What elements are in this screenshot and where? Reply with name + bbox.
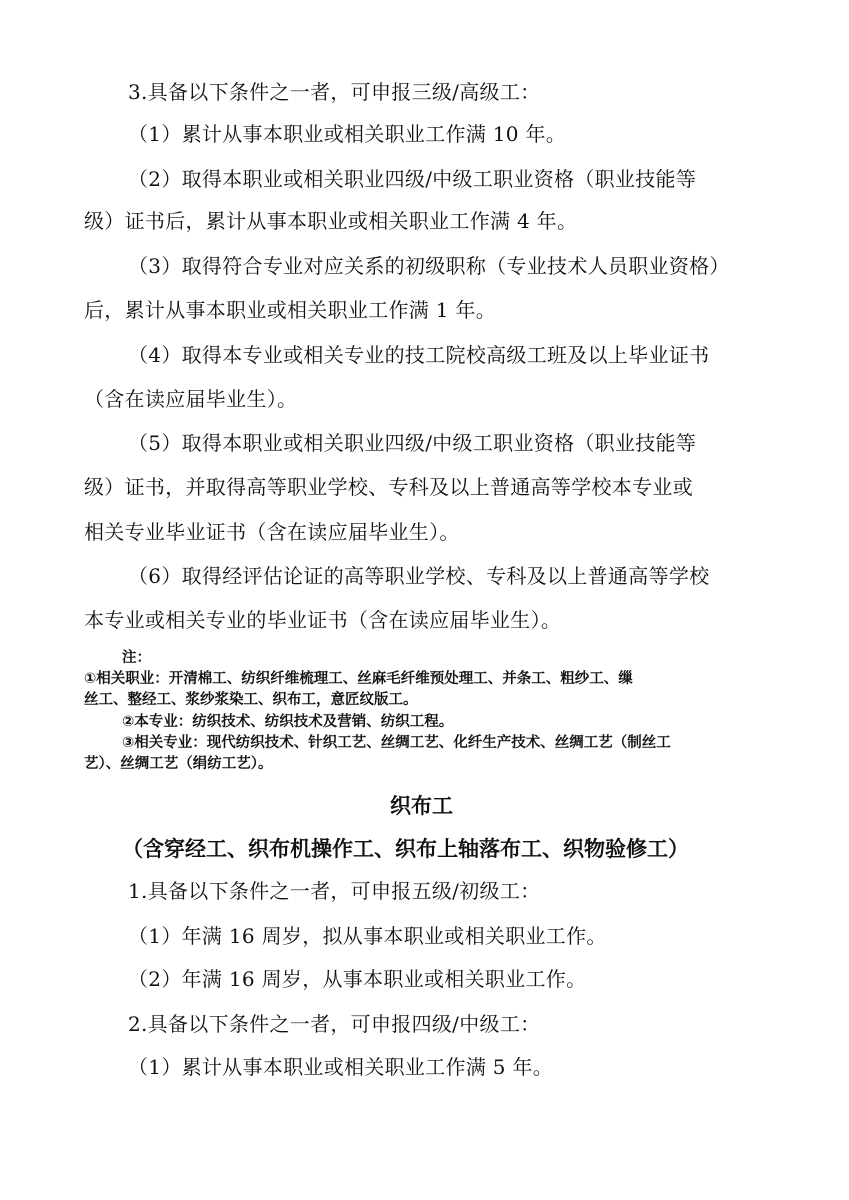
weaver-section1-item2: （2）年满 16 周岁，从事本职业或相关职业工作。	[128, 967, 587, 991]
section3-item4-line1: （4）取得本专业或相关专业的技工院校高级工班及以上毕业证书	[128, 343, 710, 367]
section3-heading: 3.具备以下条件之一者，可申报三级/高级工：	[128, 80, 541, 104]
note2: ②本专业：纺织技术、纺织技术及营销、纺织工程。	[122, 714, 454, 730]
weaver-subtitle: （含穿经工、织布机操作工、织布上轴落布工、织物验修工）	[122, 836, 689, 861]
section3-item3-line2: 后，累计从事本职业或相关职业工作满 1 年。	[84, 298, 497, 322]
note1-line2: 丝工、整经工、浆纱浆染工、织布工，意匠纹版工。	[84, 692, 418, 708]
weaver-section1-heading: 1.具备以下条件之一者，可申报五级/初级工：	[128, 879, 541, 903]
section3-item2-line1: （2）取得本职业或相关职业四级/中级工职业资格（职业技能等	[128, 167, 697, 191]
section3-item2-line2: 级）证书后，累计从事本职业或相关职业工作满 4 年。	[84, 209, 578, 233]
notes-label: 注：	[122, 650, 151, 666]
section3-item6-line2: 本专业或相关专业的毕业证书（含在读应届毕业生）。	[84, 608, 562, 632]
weaver-section2-heading: 2.具备以下条件之一者，可申报四级/中级工：	[128, 1012, 541, 1036]
note1-line1: ①相关职业：开清棉工、纺织纤维梳理工、丝麻毛纤维预处理工、并条工、粗纱工、缫	[84, 671, 633, 687]
note3-line1: ③相关专业：现代纺织技术、针织工艺、丝绸工艺、化纤生产技术、丝绸工艺（制丝工	[122, 735, 671, 751]
note3-line2: 艺）、丝绸工艺（绢纺工艺）。	[84, 756, 273, 772]
weaver-title: 织布工	[390, 793, 453, 818]
section3-item5-line3: 相关专业毕业证书（含在读应届毕业生）。	[84, 520, 460, 544]
section3-item4-line2: （含在读应届毕业生）。	[84, 387, 298, 411]
section3-item5-line2: 级）证书，并取得高等职业学校、专科及以上普通高等学校本专业或	[84, 475, 693, 499]
weaver-section1-item1: （1）年满 16 周岁，拟从事本职业或相关职业工作。	[128, 924, 607, 948]
section3-item3-line1: （3）取得符合专业对应关系的初级职称（专业技术人员职业资格）	[128, 254, 730, 278]
section3-item5-line1: （5）取得本职业或相关职业四级/中级工职业资格（职业技能等	[128, 431, 697, 455]
section3-item6-line1: （6）取得经评估论证的高等职业学校、专科及以上普通高等学校	[128, 564, 710, 588]
section3-item1: （1）累计从事本职业或相关职业工作满 10 年。	[128, 122, 567, 146]
weaver-section2-item1: （1）累计从事本职业或相关职业工作满 5 年。	[128, 1055, 554, 1079]
